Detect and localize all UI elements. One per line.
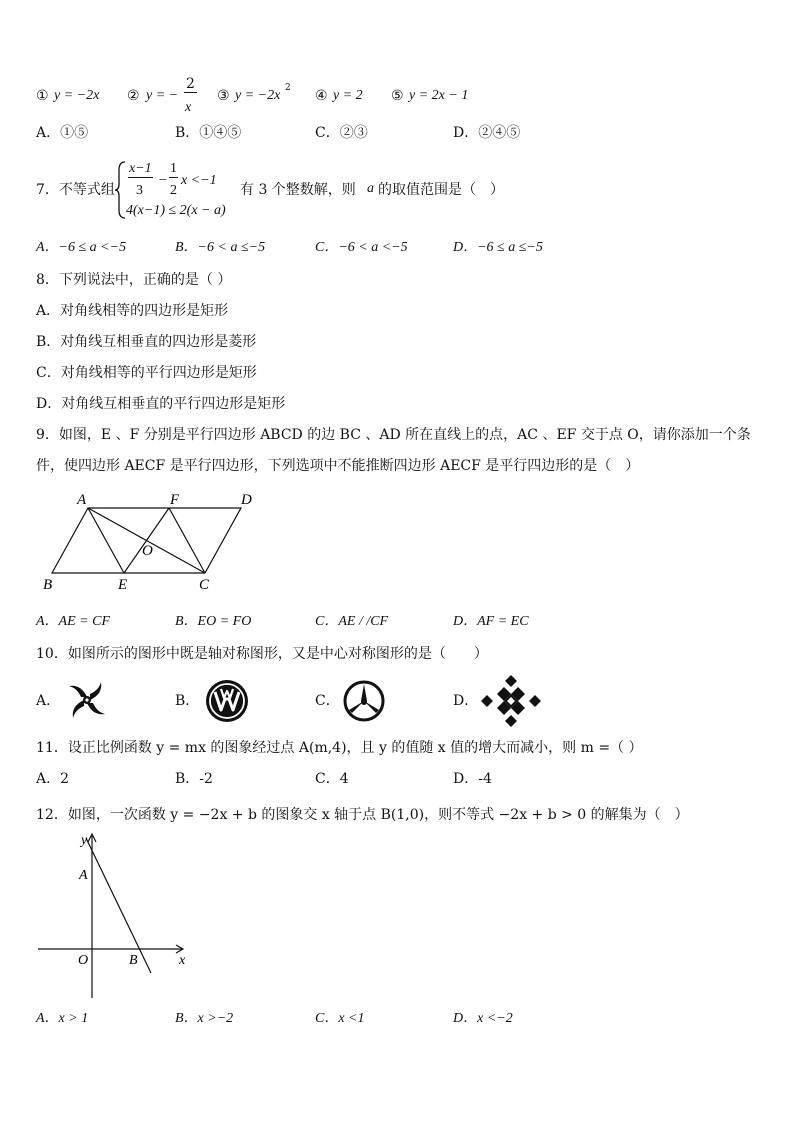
q9-choice-c[interactable]: C．AE / /CF [315,614,389,629]
q9-figure-parallelogram [36,486,266,594]
q6-option-4-marker: ④ [315,88,328,104]
vw-logo-icon [204,679,250,723]
pinwheel-icon [64,679,110,721]
mercedes-star-icon [342,680,386,722]
q6-option-2-den: x [185,100,192,115]
q7-row1-tail: x <−1 [181,173,217,188]
q10-letter-a[interactable]: A． [36,693,61,709]
q9-choice-b[interactable]: B．EO = FO [175,614,252,629]
q6-option-3: y = −2x [235,88,281,103]
q11-choice-c[interactable]: C．4 [315,771,349,787]
q6-choice-a[interactable]: A．①⑤ [36,125,89,141]
q6-option-5-marker: ⑤ [391,88,404,104]
q9-label-c: C [199,577,210,593]
q12-label-o: O [78,953,89,968]
q7-suffix-a: 有 3 个整数解，则 [240,182,356,198]
q6-option-5: y = 2x − 1 [409,88,469,103]
q8-choice-c[interactable]: C．对角线相等的平行四边形是矩形 [36,365,257,381]
q12-label-x: x [179,953,186,968]
q6-option-2-num: 2 [186,76,195,92]
q7-prefix: 7．不等式组 [36,182,115,198]
q11-choice-a[interactable]: A．2 [36,771,70,787]
q8-choice-b[interactable]: B．对角线互相垂直的四边形是菱形 [36,334,257,350]
q11-choice-d[interactable]: D．-4 [453,771,492,787]
q8-choice-d[interactable]: D．对角线互相垂直的平行四边形是矩形 [36,396,286,412]
q12-line-graph [86,838,151,973]
q7-frac2-den: 2 [170,183,177,198]
q12-choice-c[interactable]: C．x <1 [315,1011,365,1026]
q7-choice-c[interactable]: C．−6 < a <−5 [315,240,408,255]
q6-option-3-marker: ③ [217,88,230,104]
q9-stem-line1: 9．如图，E 、F 分别是平行四边形 ABCD 的边 BC 、AD 所在直线上的点，AC 、EF 交于点 O，请你添加一个条 [36,427,751,443]
q9-label-e: E [118,577,128,593]
q7-frac2-num: 1 [170,161,177,176]
q9-stem-line2: 件，使四边形 AECF 是平行四边形，下列选项中不能推断四边形 AECF 是平行四边形的是（ ） [36,458,640,474]
q6-option-2-marker: ② [127,88,140,104]
q11-choice-b[interactable]: B．-2 [175,771,213,787]
q9-label-o: O [142,543,153,559]
q12-label-y: y [81,833,88,848]
q9-label-b: B [43,577,53,593]
q6-option-2: y = − [146,88,179,103]
q9-label-a: A [77,492,87,508]
q10-letter-d[interactable]: D． [453,693,479,709]
q7-choice-d[interactable]: D．−6 ≤ a ≤−5 [453,240,543,255]
q12-choice-d[interactable]: D．x <−2 [453,1011,513,1026]
q7-choice-b[interactable]: B．−6 < a ≤−5 [175,240,266,255]
q9-choice-a[interactable]: A．AE = CF [36,614,110,629]
q9-choice-d[interactable]: D．AF = EC [453,614,529,629]
q12-label-a: A [79,868,88,883]
q8-stem: 8．下列说法中，正确的是（ ） [36,272,232,288]
q7-row2: 4(x−1) ≤ 2(x − a) [126,203,226,218]
q12-label-b: B [129,953,138,968]
q6-option-1-marker: ① [36,88,49,104]
q11-stem: 11．设正比例函数 y = mx 的图象经过点 A(m,4)，且 y 的值随 x 值的增大而减小，则 m =（ ） [36,740,643,756]
q6-choice-d[interactable]: D．②④⑤ [453,125,521,141]
q7-frac1-num: x−1 [129,161,152,176]
q12-choice-b[interactable]: B．x >−2 [175,1011,234,1026]
q7-suffix-b: 的取值范围是（ ） [378,182,504,198]
q7-frac1-den: 3 [136,183,143,198]
q6-option-3-exp: 2 [285,83,291,93]
q6-option-1: y = −2x [54,88,100,103]
q12-figure-linear-graph [34,828,194,1002]
q6-choice-b[interactable]: B．①④⑤ [175,125,242,141]
q9-label-d: D [241,492,252,508]
q7-choice-a[interactable]: A．−6 ≤ a <−5 [36,240,127,255]
q10-stem: 10．如图所示的图形中既是轴对称图形，又是中心对称图形的是（ ） [36,646,488,662]
q9-label-f: F [170,492,180,508]
q6-choice-c[interactable]: C．②③ [315,125,368,141]
q12-stem: 12．如图，一次函数 y = −2x + b 的图象交 x 轴于点 B(1,0)，则不等式 −2x + b > 0 的解集为（ ） [36,807,689,823]
q8-choice-a[interactable]: A．对角线相等的四边形是矩形 [36,303,229,319]
q7-var-a: a [367,181,374,196]
q12-choice-a[interactable]: A．x > 1 [36,1011,89,1026]
q10-letter-b[interactable]: B． [175,693,200,709]
q6-option-4: y = 2 [333,88,363,103]
q7-minus: − [159,173,167,188]
cross-ornament-icon [480,675,542,727]
q10-letter-c[interactable]: C． [315,693,340,709]
q9-segment-ef [124,508,169,573]
